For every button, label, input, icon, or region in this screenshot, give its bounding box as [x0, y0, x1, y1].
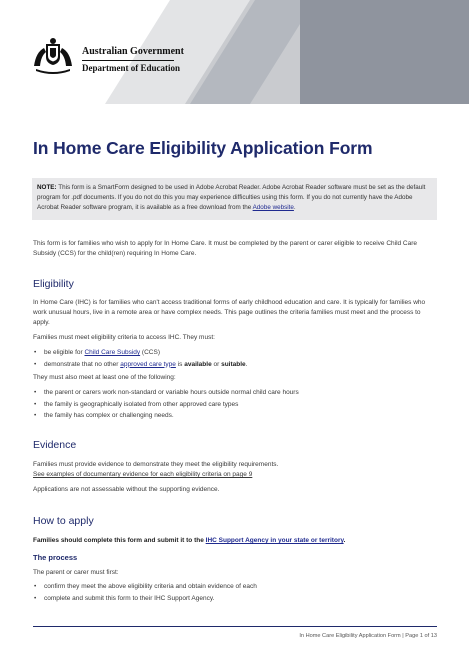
approved-care-type-link[interactable]: approved care type — [120, 360, 176, 368]
child-care-subsidy-link[interactable]: Child Care Subsidy — [84, 349, 141, 356]
list-item: • confirm they meet the above eligibility criteria and obtain evidence of each — [33, 581, 257, 593]
page-title: In Home Care Eligibility Application Form — [33, 138, 373, 158]
list-item-text: demonstrate that no other — [44, 360, 121, 368]
list-item-text: . — [245, 360, 248, 368]
logo-divider — [82, 60, 174, 61]
evidence-examples-link[interactable]: See examples of documentary evidence for each eligibility criteria on page 9 — [33, 471, 253, 478]
list-item-text: is — [175, 360, 185, 368]
page-footer: In Home Care Eligibility Application Form | Page 1 of 13 — [299, 633, 437, 639]
eligibility-heading: Eligibility — [33, 278, 74, 290]
page-header — [0, 0, 469, 104]
list-item: • complete and submit this form to their IHC Support Agency. — [33, 593, 257, 605]
list-item — [33, 347, 247, 359]
list-item: • the family is geographically isolated from other approved care types — [33, 399, 299, 411]
note-box — [32, 178, 437, 220]
eligibility-also: They must also meet at least one of the following: — [33, 374, 176, 381]
list-item: • the family has complex or challenging needs. — [33, 410, 299, 422]
evidence-line: Families must provide evidence to demonstrate they meet the eligibility requirements. — [33, 461, 279, 468]
note-label: NOTE: — [37, 184, 57, 191]
gov-name: Australian Government — [82, 46, 184, 57]
emphasis-text: suitable — [221, 360, 246, 368]
coat-of-arms-icon — [30, 36, 76, 74]
process-intro: The parent or carer must first: — [33, 569, 119, 576]
list-item: • the parent or carers work non-standard or variable hours outside normal child care hours — [33, 387, 299, 399]
process-heading: The process — [33, 553, 78, 562]
emphasis-text: available — [184, 360, 212, 368]
eligibility-must-meet: Families must meet eligibility criteria to access IHC. They must: — [33, 334, 215, 341]
government-logo-text — [82, 46, 184, 74]
dept-name: Department of Education — [82, 63, 180, 73]
list-item-text: be eligible for — [44, 349, 85, 356]
footer-divider — [33, 626, 437, 627]
intro-paragraph: This form is for families who wish to apply for In Home Care. It must be completed by the parent or carer eligible to receive Child Care Subsidy (CCS) for the child(ren) requiring In Home Care. — [33, 240, 418, 257]
eligibility-paragraph: In Home Care (IHC) is for families who can't access traditional forms of early childhood education and care. It is typically for families who work unusual hours, live in a remote area or have complex needs. This page outlines the criteria families must meet and the process to apply. — [33, 299, 426, 326]
evidence-requirement: Applications are not assessable without the supporting evidence. — [33, 486, 220, 493]
ihc-support-agency-link[interactable]: IHC Support Agency in your state or territory — [205, 537, 344, 544]
how-to-apply-lead — [33, 536, 437, 546]
lead-text-end: . — [343, 537, 346, 544]
evidence-heading: Evidence — [33, 439, 77, 451]
list-item — [33, 359, 247, 371]
process-steps-list — [33, 581, 257, 604]
list-item-text: or — [211, 360, 222, 368]
header-decoration — [300, 0, 469, 104]
eligibility-criteria-list — [33, 347, 247, 370]
list-item-text: (CCS) — [140, 349, 160, 356]
note-text: This form is a SmartForm designed to be used in Adobe Acrobat Reader. Adobe Acrobat Reader software must be set as the default program for .pdf documents. If you do not do this you may experience difficulties using this form. If you do not currently have the Adobe Acrobat Reader software program, it is available as a free download from the — [37, 184, 426, 211]
how-to-apply-heading: How to apply — [33, 515, 94, 527]
adobe-website-link[interactable]: Adobe website — [252, 204, 294, 211]
additional-criteria-list — [33, 387, 299, 422]
lead-text: Families should complete this form and submit it to the — [33, 537, 206, 544]
note-text-end: . — [293, 204, 296, 211]
